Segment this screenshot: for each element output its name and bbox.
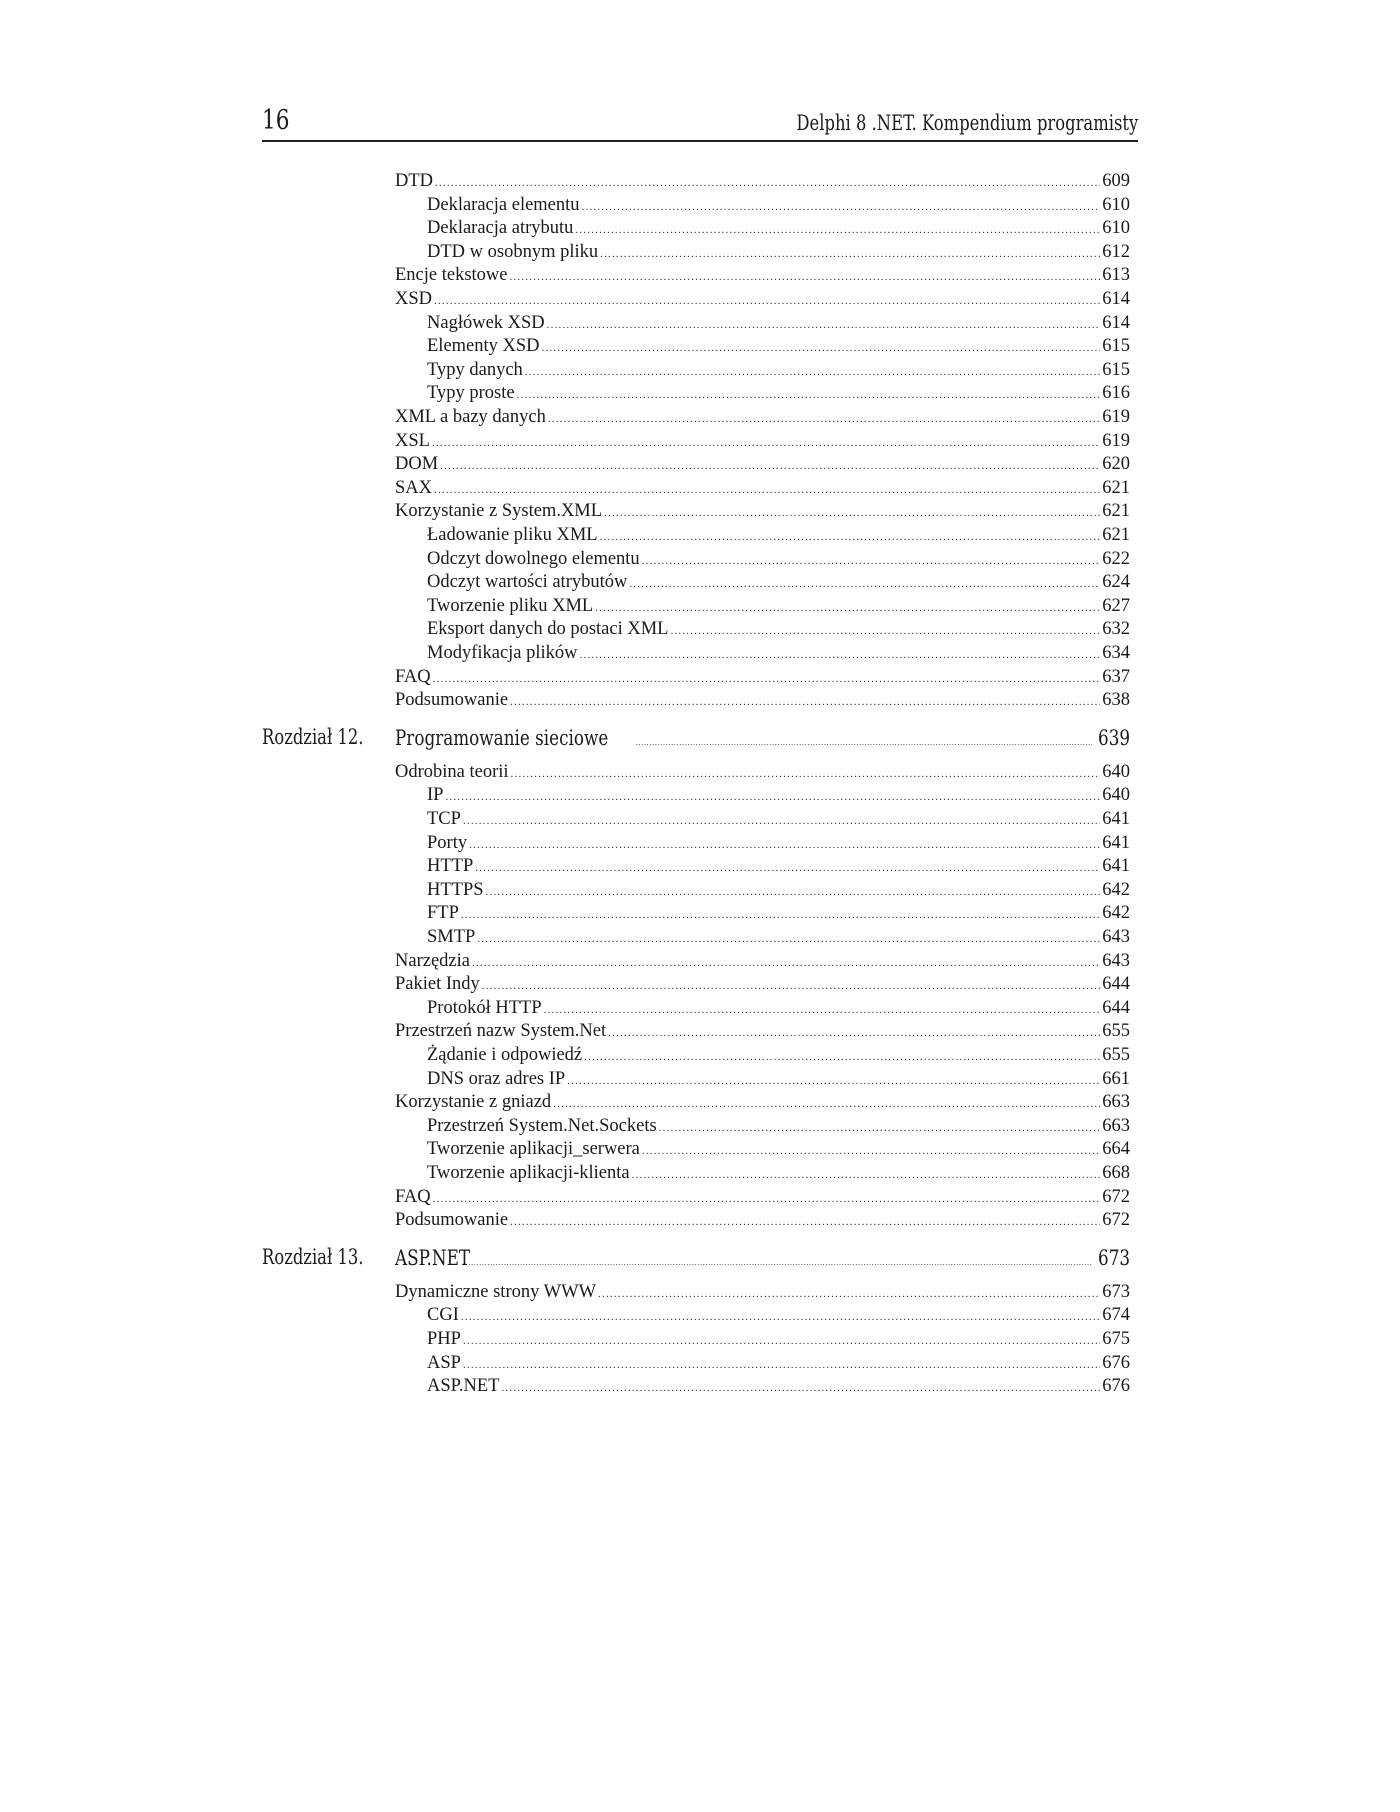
dot-leader: [440, 455, 1100, 477]
dot-leader: [510, 1211, 1100, 1233]
toc-entry-page: 634: [1102, 643, 1130, 663]
toc-entry: [395, 666, 1130, 688]
toc-entry: [427, 926, 1130, 948]
toc-entry: [427, 548, 1130, 570]
dot-leader: [632, 1164, 1101, 1186]
toc-entry: [427, 879, 1130, 901]
toc-entry-label: XSL: [395, 430, 430, 451]
dot-leader: [461, 1306, 1100, 1328]
toc-entry-page: 615: [1102, 359, 1130, 380]
running-title: Delphi 8 .NET. Kompendium programisty: [796, 111, 1138, 135]
toc-entry: [395, 973, 1130, 995]
toc-entry-page: 644: [1102, 974, 1130, 995]
toc-entry-label: Odczyt wartości atrybutów: [427, 572, 628, 593]
toc-entry-label: XSD: [395, 289, 433, 309]
dot-leader: [482, 975, 1100, 997]
dot-leader: [553, 1093, 1100, 1115]
toc-entry-label: Tworzenie pliku XML: [427, 595, 594, 616]
toc-entry-page: 609: [1102, 171, 1130, 191]
toc-entry: [427, 902, 1130, 924]
dot-leader: [642, 550, 1101, 572]
toc-entry-page: 642: [1102, 903, 1130, 924]
dot-leader: [544, 999, 1101, 1021]
dot-leader: [582, 196, 1101, 218]
toc-entry: [427, 194, 1130, 216]
toc-entry: [395, 1091, 1130, 1113]
dot-leader: [510, 266, 1101, 288]
toc-entry-label: Deklaracja elementu: [427, 194, 580, 215]
dot-leader: [548, 408, 1100, 430]
toc-entry: [427, 784, 1130, 806]
toc-entry-page: 621: [1102, 501, 1130, 522]
toc-entry-page: 614: [1102, 312, 1130, 333]
toc-entry-label: Tworzenie aplikacji_serwera: [427, 1139, 640, 1160]
toc-entry: [427, 1115, 1130, 1137]
toc-entry-page: 619: [1102, 407, 1130, 427]
toc-entry: [427, 241, 1130, 263]
toc-entry: [395, 950, 1130, 972]
dot-leader: [598, 1283, 1100, 1305]
toc-entry: [427, 1352, 1130, 1374]
dot-leader: [463, 1354, 1100, 1376]
toc-entry-label: Korzystanie z gniazd: [395, 1092, 552, 1113]
dot-leader: [671, 620, 1101, 642]
toc-entry-page: 675: [1102, 1329, 1130, 1349]
toc-entry-page: 637: [1102, 666, 1130, 687]
toc-entry-page: 638: [1102, 690, 1130, 711]
toc-entry-page: 641: [1102, 832, 1130, 853]
toc-entry: [395, 1209, 1130, 1231]
toc-entry-label: DNS oraz adres IP: [427, 1068, 566, 1089]
toc-entry-page: 610: [1102, 194, 1130, 215]
dot-leader: [580, 644, 1101, 666]
dot-leader: [600, 243, 1100, 265]
toc-entry-label: PHP: [427, 1329, 461, 1349]
toc-entry-page: 672: [1102, 1186, 1130, 1207]
dot-leader: [475, 857, 1100, 879]
dot-leader: [629, 573, 1100, 595]
dot-leader: [595, 597, 1100, 619]
toc-entry-label: ASP.NET: [427, 1376, 500, 1397]
toc-entry-page: 620: [1102, 454, 1130, 475]
dot-leader: [510, 691, 1100, 713]
toc-entry-page: 632: [1102, 619, 1130, 640]
toc-entry-label: XML a bazy danych: [395, 407, 546, 427]
toc-entry-label: HTTP: [427, 856, 474, 877]
toc-entry: [427, 997, 1130, 1019]
toc-entry: [395, 170, 1130, 192]
toc-entry-page: 664: [1102, 1139, 1130, 1160]
dot-leader: [435, 172, 1100, 194]
toc-entry: [395, 453, 1130, 475]
toc-entry: [395, 689, 1130, 711]
toc-entry-page: 641: [1102, 856, 1130, 877]
toc-entry-label: Podsumowanie: [395, 690, 509, 711]
toc-entry-page: 644: [1102, 997, 1130, 1018]
toc-entry: [427, 1138, 1130, 1160]
toc-entry: [427, 571, 1130, 593]
toc-entry-label: Programowanie sieciowe: [395, 725, 609, 750]
dot-leader: [567, 1070, 1100, 1092]
toc-entry: [427, 832, 1130, 854]
toc-entry-label: Protokół HTTP: [427, 997, 542, 1018]
toc-entry: [427, 808, 1130, 830]
toc-entry-page: 663: [1102, 1092, 1130, 1113]
toc-entry: [395, 264, 1130, 286]
toc-entry: [427, 618, 1130, 640]
toc-entry-page: 676: [1102, 1376, 1130, 1397]
toc-entry-page: 674: [1102, 1305, 1130, 1326]
toc-entry-label: CGI: [427, 1305, 459, 1326]
toc-entry-page: 643: [1102, 927, 1130, 947]
toc-entry: [427, 1162, 1130, 1184]
toc-entry: [427, 642, 1130, 664]
toc-entry-page: 640: [1102, 785, 1130, 806]
toc-entry: [427, 1375, 1130, 1397]
toc-entry: [395, 500, 1130, 522]
toc-entry-label: IP: [427, 785, 444, 806]
dot-leader: [463, 1252, 1092, 1274]
dot-leader: [584, 1046, 1100, 1068]
toc-entry-label: Nagłówek XSD: [427, 312, 545, 333]
dot-leader: [432, 432, 1100, 454]
dot-leader: [525, 361, 1100, 383]
toc-entry-page: 655: [1102, 1045, 1130, 1065]
toc-entry-page: 610: [1102, 218, 1130, 239]
toc-chapter-entry: [395, 727, 1130, 749]
toc-entry-label: Ładowanie pliku XML: [427, 525, 598, 545]
toc-entry: [395, 761, 1130, 783]
dot-leader: [642, 1140, 1100, 1162]
toc-entry-page: 612: [1102, 241, 1130, 262]
toc-entry-label: Podsumowanie: [395, 1210, 509, 1231]
toc-entry-label: DTD: [395, 171, 434, 191]
toc-entry-page: 672: [1102, 1210, 1130, 1231]
toc-entry-label: Dynamiczne strony WWW: [395, 1281, 597, 1302]
toc-entry-page: 639: [1097, 725, 1130, 750]
dot-leader: [434, 479, 1100, 501]
toc-entry-label: Typy danych: [427, 359, 523, 380]
toc-entry: [395, 288, 1130, 310]
toc-entry-page: 627: [1102, 595, 1130, 616]
toc-entry: [395, 1186, 1130, 1208]
toc-chapter-entry: [395, 1247, 1130, 1269]
toc-entry: [427, 524, 1130, 546]
toc-entry-label: SAX: [395, 477, 433, 498]
toc-entry-label: ASP: [427, 1352, 461, 1373]
toc-entry-page: 640: [1102, 761, 1130, 782]
dot-leader: [472, 952, 1100, 974]
toc-entry-page: 661: [1102, 1068, 1130, 1089]
toc-entry: [427, 1328, 1130, 1350]
toc-entry: [427, 312, 1130, 334]
dot-leader: [469, 834, 1100, 856]
toc-entry-label: Modyfikacja plików: [427, 643, 578, 663]
toc-entry-label: Odrobina teorii: [395, 761, 509, 782]
toc-entry-page: 655: [1102, 1021, 1130, 1042]
chapter-number: Rozdział 13.: [262, 1244, 364, 1269]
toc-entry-page: 621: [1102, 525, 1130, 545]
dot-leader: [600, 526, 1101, 548]
toc-entry-label: SMTP: [427, 927, 476, 947]
toc-entry-page: 622: [1102, 548, 1130, 569]
toc-entry-page: 614: [1102, 289, 1130, 309]
toc-entry-label: Tworzenie aplikacji-klienta: [427, 1163, 630, 1183]
toc-entry-label: FTP: [427, 903, 459, 924]
toc-entry: [395, 477, 1130, 499]
toc-entry-label: Typy proste: [427, 383, 515, 404]
toc-entry-label: Porty: [427, 832, 468, 853]
toc-entry-page: 663: [1102, 1115, 1130, 1136]
dot-leader: [433, 1188, 1101, 1210]
toc-entry-label: Odczyt dowolnego elementu: [427, 548, 640, 569]
toc-entry-label: HTTPS: [427, 879, 484, 900]
dot-leader: [575, 219, 1100, 241]
toc-entry-label: Eksport danych do postaci XML: [427, 619, 669, 640]
toc-entry-page: 616: [1102, 383, 1130, 404]
toc-entry-label: Deklaracja atrybutu: [427, 218, 574, 239]
toc-entry: [427, 359, 1130, 381]
toc-entry: [427, 1044, 1130, 1066]
toc-entry-label: Encje tekstowe: [395, 265, 508, 286]
page-header: [262, 100, 1138, 142]
dot-leader: [636, 732, 1092, 754]
toc-entry-label: ASP.NET: [395, 1245, 471, 1270]
toc-entry-page: 643: [1102, 950, 1130, 971]
toc-entry-label: Żądanie i odpowiedź: [427, 1045, 583, 1065]
toc-entry-label: Przestrzeń System.Net.Sockets: [427, 1115, 657, 1136]
toc-entry-page: 621: [1102, 477, 1130, 498]
toc-entry-page: 613: [1102, 265, 1130, 286]
toc-entry: [427, 595, 1130, 617]
dot-leader: [542, 337, 1101, 359]
dot-leader: [477, 928, 1100, 950]
dot-leader: [433, 668, 1101, 690]
toc-entry-label: Pakiet Indy: [395, 974, 480, 995]
toc-entry: [427, 1304, 1130, 1326]
dot-leader: [463, 810, 1100, 832]
toc-entry-page: 668: [1102, 1163, 1130, 1183]
toc-entry-page: 615: [1102, 336, 1130, 357]
toc-entry: [427, 855, 1130, 877]
dot-leader: [463, 1330, 1100, 1352]
dot-leader: [659, 1117, 1101, 1139]
dot-leader: [517, 384, 1101, 406]
toc-entry-label: Elementy XSD: [427, 336, 540, 357]
toc-entry-label: FAQ: [395, 666, 431, 687]
dot-leader: [511, 763, 1101, 785]
toc-entry-label: DTD w osobnym pliku: [427, 241, 599, 262]
toc-entry: [395, 430, 1130, 452]
dot-leader: [608, 1022, 1100, 1044]
toc-entry: [427, 382, 1130, 404]
page-number: 16: [262, 105, 290, 136]
toc-entry-label: Korzystanie z System.XML: [395, 501, 603, 522]
toc-entry-page: 676: [1102, 1352, 1130, 1373]
toc-entry: [395, 406, 1130, 428]
toc-entry-page: 673: [1102, 1281, 1130, 1302]
toc-entry-label: DOM: [395, 454, 439, 475]
toc-entry-label: Narzędzia: [395, 950, 470, 971]
dot-leader: [604, 502, 1100, 524]
toc-entry-label: Przestrzeń nazw System.Net: [395, 1021, 607, 1042]
dot-leader: [501, 1377, 1100, 1399]
toc-entry-page: 619: [1102, 430, 1130, 451]
dot-leader: [486, 881, 1101, 903]
toc-entry: [395, 1281, 1130, 1303]
toc-entry-page: 624: [1102, 572, 1130, 593]
toc-entry: [427, 1068, 1130, 1090]
dot-leader: [461, 904, 1100, 926]
toc-entry-page: 642: [1102, 879, 1130, 900]
dot-leader: [445, 786, 1100, 808]
toc-entry-label: TCP: [427, 809, 461, 829]
toc-entry-label: FAQ: [395, 1186, 431, 1207]
toc-entry: [427, 217, 1130, 239]
dot-leader: [547, 314, 1101, 336]
toc-entry-page: 641: [1102, 809, 1130, 829]
dot-leader: [434, 290, 1100, 312]
toc-entry-page: 673: [1097, 1245, 1130, 1270]
toc-entry: [427, 335, 1130, 357]
toc-entry: [395, 1020, 1130, 1042]
chapter-number: Rozdział 12.: [262, 724, 364, 749]
